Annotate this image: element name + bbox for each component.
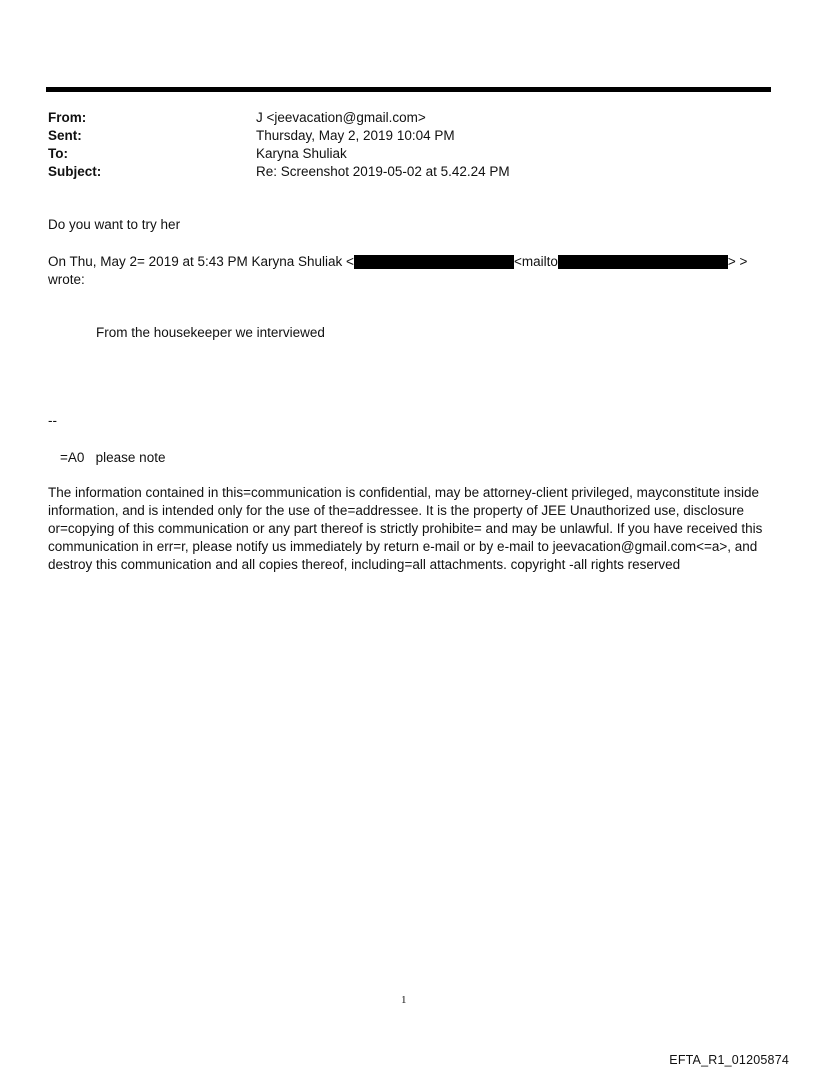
- redaction-bar: [558, 255, 728, 269]
- quote-intro-part2: <mailto: [513, 254, 558, 269]
- email-header: [48, 109, 510, 181]
- sent-row: [48, 127, 510, 145]
- to-row: [48, 145, 510, 163]
- reply-text: Do you want to try her: [48, 217, 181, 232]
- quote-intro-part1: On Thu, May 2= 2019 at 5:43 PM Karyna Shuliak <: [48, 254, 354, 269]
- to-value: Karyna Shuliak: [256, 146, 347, 161]
- signature-dashes: --: [48, 413, 57, 428]
- quote-intro-part3: > >: [727, 254, 748, 269]
- quote-intro-line: [48, 253, 747, 271]
- subject-value: Re: Screenshot 2019-05-02 at 5.42.24 PM: [256, 164, 510, 179]
- subject-label: Subject:: [48, 164, 102, 179]
- subject-row: [48, 163, 510, 181]
- redaction-bar: [354, 255, 514, 269]
- note-line: =A0 please note: [60, 450, 166, 465]
- page-number: 1: [401, 994, 407, 1006]
- sent-value: Thursday, May 2, 2019 10:04 PM: [256, 128, 455, 143]
- header-divider-rule: [46, 87, 771, 92]
- sent-label: Sent:: [48, 128, 82, 143]
- document-id: EFTA_R1_01205874: [669, 1053, 789, 1067]
- from-value: J <jeevacation@gmail.com>: [256, 110, 426, 125]
- confidentiality-disclaimer: The information contained in this=communication is confidential, may be attorney-client privileged, mayconstitute inside information, and is intended only for the use of the=addressee. It is the property of JEE Unauthorized use, disclosure or=copying of this communication or any part thereof is strictly prohibite= and may be unlawful. If you have received this communication in err=r, please notify us immediately by return e-mail or by e-mail to jeevacation@gmail.com<=a>, and destroy this communication and all copies thereof, including=all attachments. copyright -all rights reserved: [48, 485, 763, 572]
- from-label: From:: [48, 110, 87, 125]
- from-row: [48, 109, 510, 127]
- quote-intro-wrote: wrote:: [48, 272, 85, 287]
- quoted-message: From the housekeeper we interviewed: [96, 325, 325, 340]
- to-label: To:: [48, 146, 68, 161]
